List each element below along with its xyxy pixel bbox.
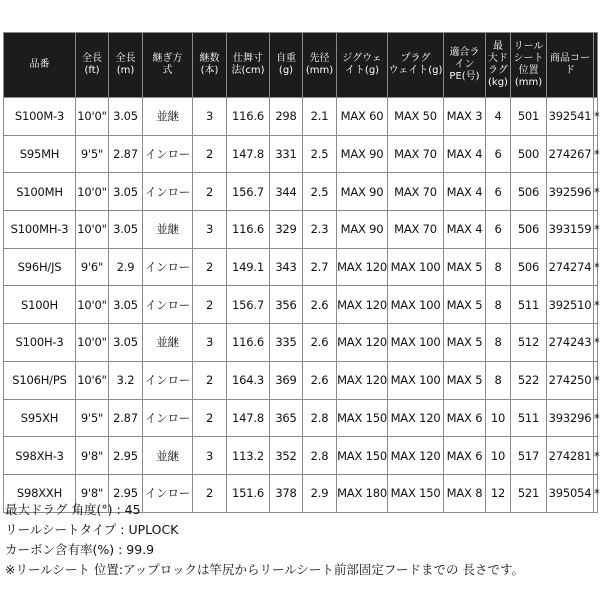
table-row [4,437,598,475]
sections-cell: 3 [193,324,227,362]
jig-weight-cell: MAX 90 [337,211,388,249]
product-code-cell: 393159 [547,211,594,249]
max-drag-cell: 12 [486,474,511,512]
max-drag-cell: 6 [486,211,511,249]
jig-weight-cell: MAX 90 [337,135,388,173]
product-code-cell: 395054 [547,474,594,512]
max-drag-cell: 6 [486,173,511,211]
length-ft-cell: 10'6" [76,361,109,399]
tip-diameter-cell: 2.7 [303,248,337,286]
product-code-cell: 392541 [547,98,594,136]
model-number-cell: S100MH [4,173,76,211]
plug-weight-cell: MAX 100 [388,324,444,362]
sections-cell: 3 [193,437,227,475]
product-code-cell: 274243 [547,324,594,362]
length-ft-cell: 9'8" [76,474,109,512]
header-closed-length: 仕舞寸 法(cm) [227,33,270,98]
weight-cell: 365 [270,399,303,437]
extra-cell: * [594,135,598,173]
spec-table-header [4,33,598,98]
reel-seat-position-cell: 512 [511,324,547,362]
pe-line-cell: MAX 4 [444,173,486,211]
length-m-cell: 3.05 [109,286,143,324]
note-line: カーボン含有率(%) : 99.9 [5,542,155,557]
header-joint-type: 継ぎ方 式 [143,33,193,98]
weight-cell: 378 [270,474,303,512]
pe-line-cell: MAX 4 [444,135,486,173]
model-number-cell: S100H [4,286,76,324]
length-ft-cell: 10'0" [76,324,109,362]
header-jig-weight: ジグウェ イト(g) [337,33,388,98]
reel-seat-position-cell: 522 [511,361,547,399]
length-ft-cell: 10'0" [76,211,109,249]
length-ft-cell: 10'0" [76,286,109,324]
header-sections: 継数 (本) [193,33,227,98]
table-row [4,286,598,324]
jig-weight-cell: MAX 120 [337,248,388,286]
table-row [4,211,598,249]
closed-length-cell: 116.6 [227,324,270,362]
note-line: 最大ドラグ 角度(°) : 45 [5,502,141,517]
length-ft-cell: 9'5" [76,135,109,173]
sections-cell: 2 [193,135,227,173]
length-ft-cell: 10'0" [76,173,109,211]
spec-table-container [3,32,600,513]
header-product-code: 商品コード [547,33,594,98]
plug-weight-cell: MAX 70 [388,173,444,211]
max-drag-cell: 8 [486,248,511,286]
table-row [4,361,598,399]
spec-table [3,32,598,513]
length-ft-cell: 9'5" [76,399,109,437]
tip-diameter-cell: 2.6 [303,361,337,399]
reel-seat-position-cell: 511 [511,399,547,437]
joint-type-cell: 並継 [143,98,193,136]
tip-diameter-cell: 2.1 [303,98,337,136]
extra-cell: * [594,248,598,286]
model-number-cell: S100H-3 [4,324,76,362]
sections-cell: 2 [193,474,227,512]
joint-type-cell: インロー [143,173,193,211]
closed-length-cell: 164.3 [227,361,270,399]
pe-line-cell: MAX 4 [444,211,486,249]
closed-length-cell: 156.7 [227,173,270,211]
model-number-cell: S95XH [4,399,76,437]
length-m-cell: 3.05 [109,98,143,136]
header-weight: 自重 (g) [270,33,303,98]
max-drag-cell: 6 [486,135,511,173]
table-row [4,324,598,362]
sections-cell: 3 [193,211,227,249]
weight-cell: 343 [270,248,303,286]
extra-cell: * [594,211,598,249]
product-code-cell: 393296 [547,399,594,437]
reel-seat-position-cell: 506 [511,211,547,249]
note-line: リールシートタイプ : UPLOCK [5,522,179,537]
max-drag-cell: 8 [486,286,511,324]
reel-seat-position-cell: 500 [511,135,547,173]
reel-seat-position-cell: 511 [511,286,547,324]
plug-weight-cell: MAX 120 [388,399,444,437]
joint-type-cell: 並継 [143,324,193,362]
product-code-cell: 274250 [547,361,594,399]
weight-cell: 329 [270,211,303,249]
header-length-m: 全長 (m) [109,33,143,98]
extra-cell: * [594,173,598,211]
max-drag-cell: 4 [486,98,511,136]
table-row [4,399,598,437]
length-m-cell: 3.05 [109,211,143,249]
max-drag-cell: 10 [486,399,511,437]
header-tip-diameter: 先径 (mm) [303,33,337,98]
joint-type-cell: インロー [143,399,193,437]
plug-weight-cell: MAX 100 [388,361,444,399]
joint-type-cell: インロー [143,474,193,512]
header-plug-weight: プラグ ウェイト(g) [388,33,444,98]
extra-cell: * [594,286,598,324]
header-extra [594,33,598,98]
weight-cell: 335 [270,324,303,362]
jig-weight-cell: MAX 90 [337,173,388,211]
closed-length-cell: 147.8 [227,135,270,173]
length-m-cell: 2.95 [109,474,143,512]
plug-weight-cell: MAX 50 [388,98,444,136]
closed-length-cell: 149.1 [227,248,270,286]
closed-length-cell: 156.7 [227,286,270,324]
header-model-number: 品番 [4,33,76,98]
joint-type-cell: インロー [143,361,193,399]
note-line: ※リールシート 位置:アップロックは竿尻からリールシート前部固定フードまでの 長さです。 [5,562,525,577]
length-m-cell: 2.95 [109,437,143,475]
pe-line-cell: MAX 8 [444,474,486,512]
plug-weight-cell: MAX 120 [388,437,444,475]
pe-line-cell: MAX 6 [444,399,486,437]
table-row [4,173,598,211]
reel-seat-position-cell: 506 [511,173,547,211]
weight-cell: 331 [270,135,303,173]
extra-cell: * [594,437,598,475]
jig-weight-cell: MAX 120 [337,286,388,324]
closed-length-cell: 147.8 [227,399,270,437]
jig-weight-cell: MAX 120 [337,361,388,399]
closed-length-cell: 113.2 [227,437,270,475]
pe-line-cell: MAX 6 [444,437,486,475]
tip-diameter-cell: 2.8 [303,399,337,437]
model-number-cell: S98XXH [4,474,76,512]
model-number-cell: S100M-3 [4,98,76,136]
pe-line-cell: MAX 5 [444,286,486,324]
plug-weight-cell: MAX 70 [388,211,444,249]
max-drag-cell: 8 [486,324,511,362]
jig-weight-cell: MAX 150 [337,437,388,475]
length-m-cell: 2.9 [109,248,143,286]
weight-cell: 356 [270,286,303,324]
extra-cell: * [594,399,598,437]
length-m-cell: 2.87 [109,399,143,437]
model-number-cell: S98XH-3 [4,437,76,475]
tip-diameter-cell: 2.8 [303,437,337,475]
table-row [4,135,598,173]
joint-type-cell: 並継 [143,437,193,475]
product-code-cell: 274281 [547,437,594,475]
reel-seat-position-cell: 501 [511,98,547,136]
pe-line-cell: MAX 3 [444,98,486,136]
weight-cell: 352 [270,437,303,475]
header-length-ft: 全長 (ft) [76,33,109,98]
extra-cell: * [594,98,598,136]
header-row [4,33,598,98]
sections-cell: 2 [193,286,227,324]
joint-type-cell: インロー [143,135,193,173]
length-m-cell: 3.05 [109,324,143,362]
length-ft-cell: 10'0" [76,98,109,136]
closed-length-cell: 116.6 [227,211,270,249]
model-number-cell: S95MH [4,135,76,173]
plug-weight-cell: MAX 150 [388,474,444,512]
plug-weight-cell: MAX 100 [388,248,444,286]
pe-line-cell: MAX 5 [444,248,486,286]
plug-weight-cell: MAX 100 [388,286,444,324]
tip-diameter-cell: 2.6 [303,324,337,362]
sections-cell: 2 [193,248,227,286]
tip-diameter-cell: 2.5 [303,135,337,173]
length-m-cell: 3.05 [109,173,143,211]
header-max-drag: 最 大ド ラグ (kg) [486,33,511,98]
model-number-cell: S106H/PS [4,361,76,399]
table-row [4,248,598,286]
length-ft-cell: 9'8" [76,437,109,475]
max-drag-cell: 10 [486,437,511,475]
weight-cell: 344 [270,173,303,211]
model-number-cell: S100MH-3 [4,211,76,249]
closed-length-cell: 116.6 [227,98,270,136]
sections-cell: 3 [193,98,227,136]
model-number-cell: S96H/JS [4,248,76,286]
jig-weight-cell: MAX 120 [337,324,388,362]
pe-line-cell: MAX 5 [444,324,486,362]
tip-diameter-cell: 2.5 [303,173,337,211]
product-code-cell: 274267 [547,135,594,173]
jig-weight-cell: MAX 180 [337,474,388,512]
tip-diameter-cell: 2.9 [303,474,337,512]
length-ft-cell: 9'6" [76,248,109,286]
tip-diameter-cell: 2.3 [303,211,337,249]
product-code-cell: 392596 [547,173,594,211]
header-reel-seat-position: リール シート 位置 (mm) [511,33,547,98]
sections-cell: 2 [193,399,227,437]
reel-seat-position-cell: 517 [511,437,547,475]
max-drag-cell: 8 [486,361,511,399]
weight-cell: 298 [270,98,303,136]
tip-diameter-cell: 2.6 [303,286,337,324]
pe-line-cell: MAX 5 [444,361,486,399]
reel-seat-position-cell: 521 [511,474,547,512]
sections-cell: 2 [193,361,227,399]
extra-cell: * [594,324,598,362]
table-row [4,98,598,136]
product-code-cell: 274274 [547,248,594,286]
joint-type-cell: 並継 [143,211,193,249]
header-pe-line: 適合ラ イン PE(号) [444,33,486,98]
joint-type-cell: インロー [143,248,193,286]
length-m-cell: 3.2 [109,361,143,399]
reel-seat-position-cell: 506 [511,248,547,286]
weight-cell: 369 [270,361,303,399]
extra-cell: * [594,474,598,512]
jig-weight-cell: MAX 60 [337,98,388,136]
sections-cell: 2 [193,173,227,211]
plug-weight-cell: MAX 70 [388,135,444,173]
closed-length-cell: 151.6 [227,474,270,512]
jig-weight-cell: MAX 150 [337,399,388,437]
spec-table-body [4,98,598,513]
product-code-cell: 392510 [547,286,594,324]
spec-notes [5,500,597,580]
length-m-cell: 2.87 [109,135,143,173]
extra-cell: * [594,361,598,399]
joint-type-cell: インロー [143,286,193,324]
